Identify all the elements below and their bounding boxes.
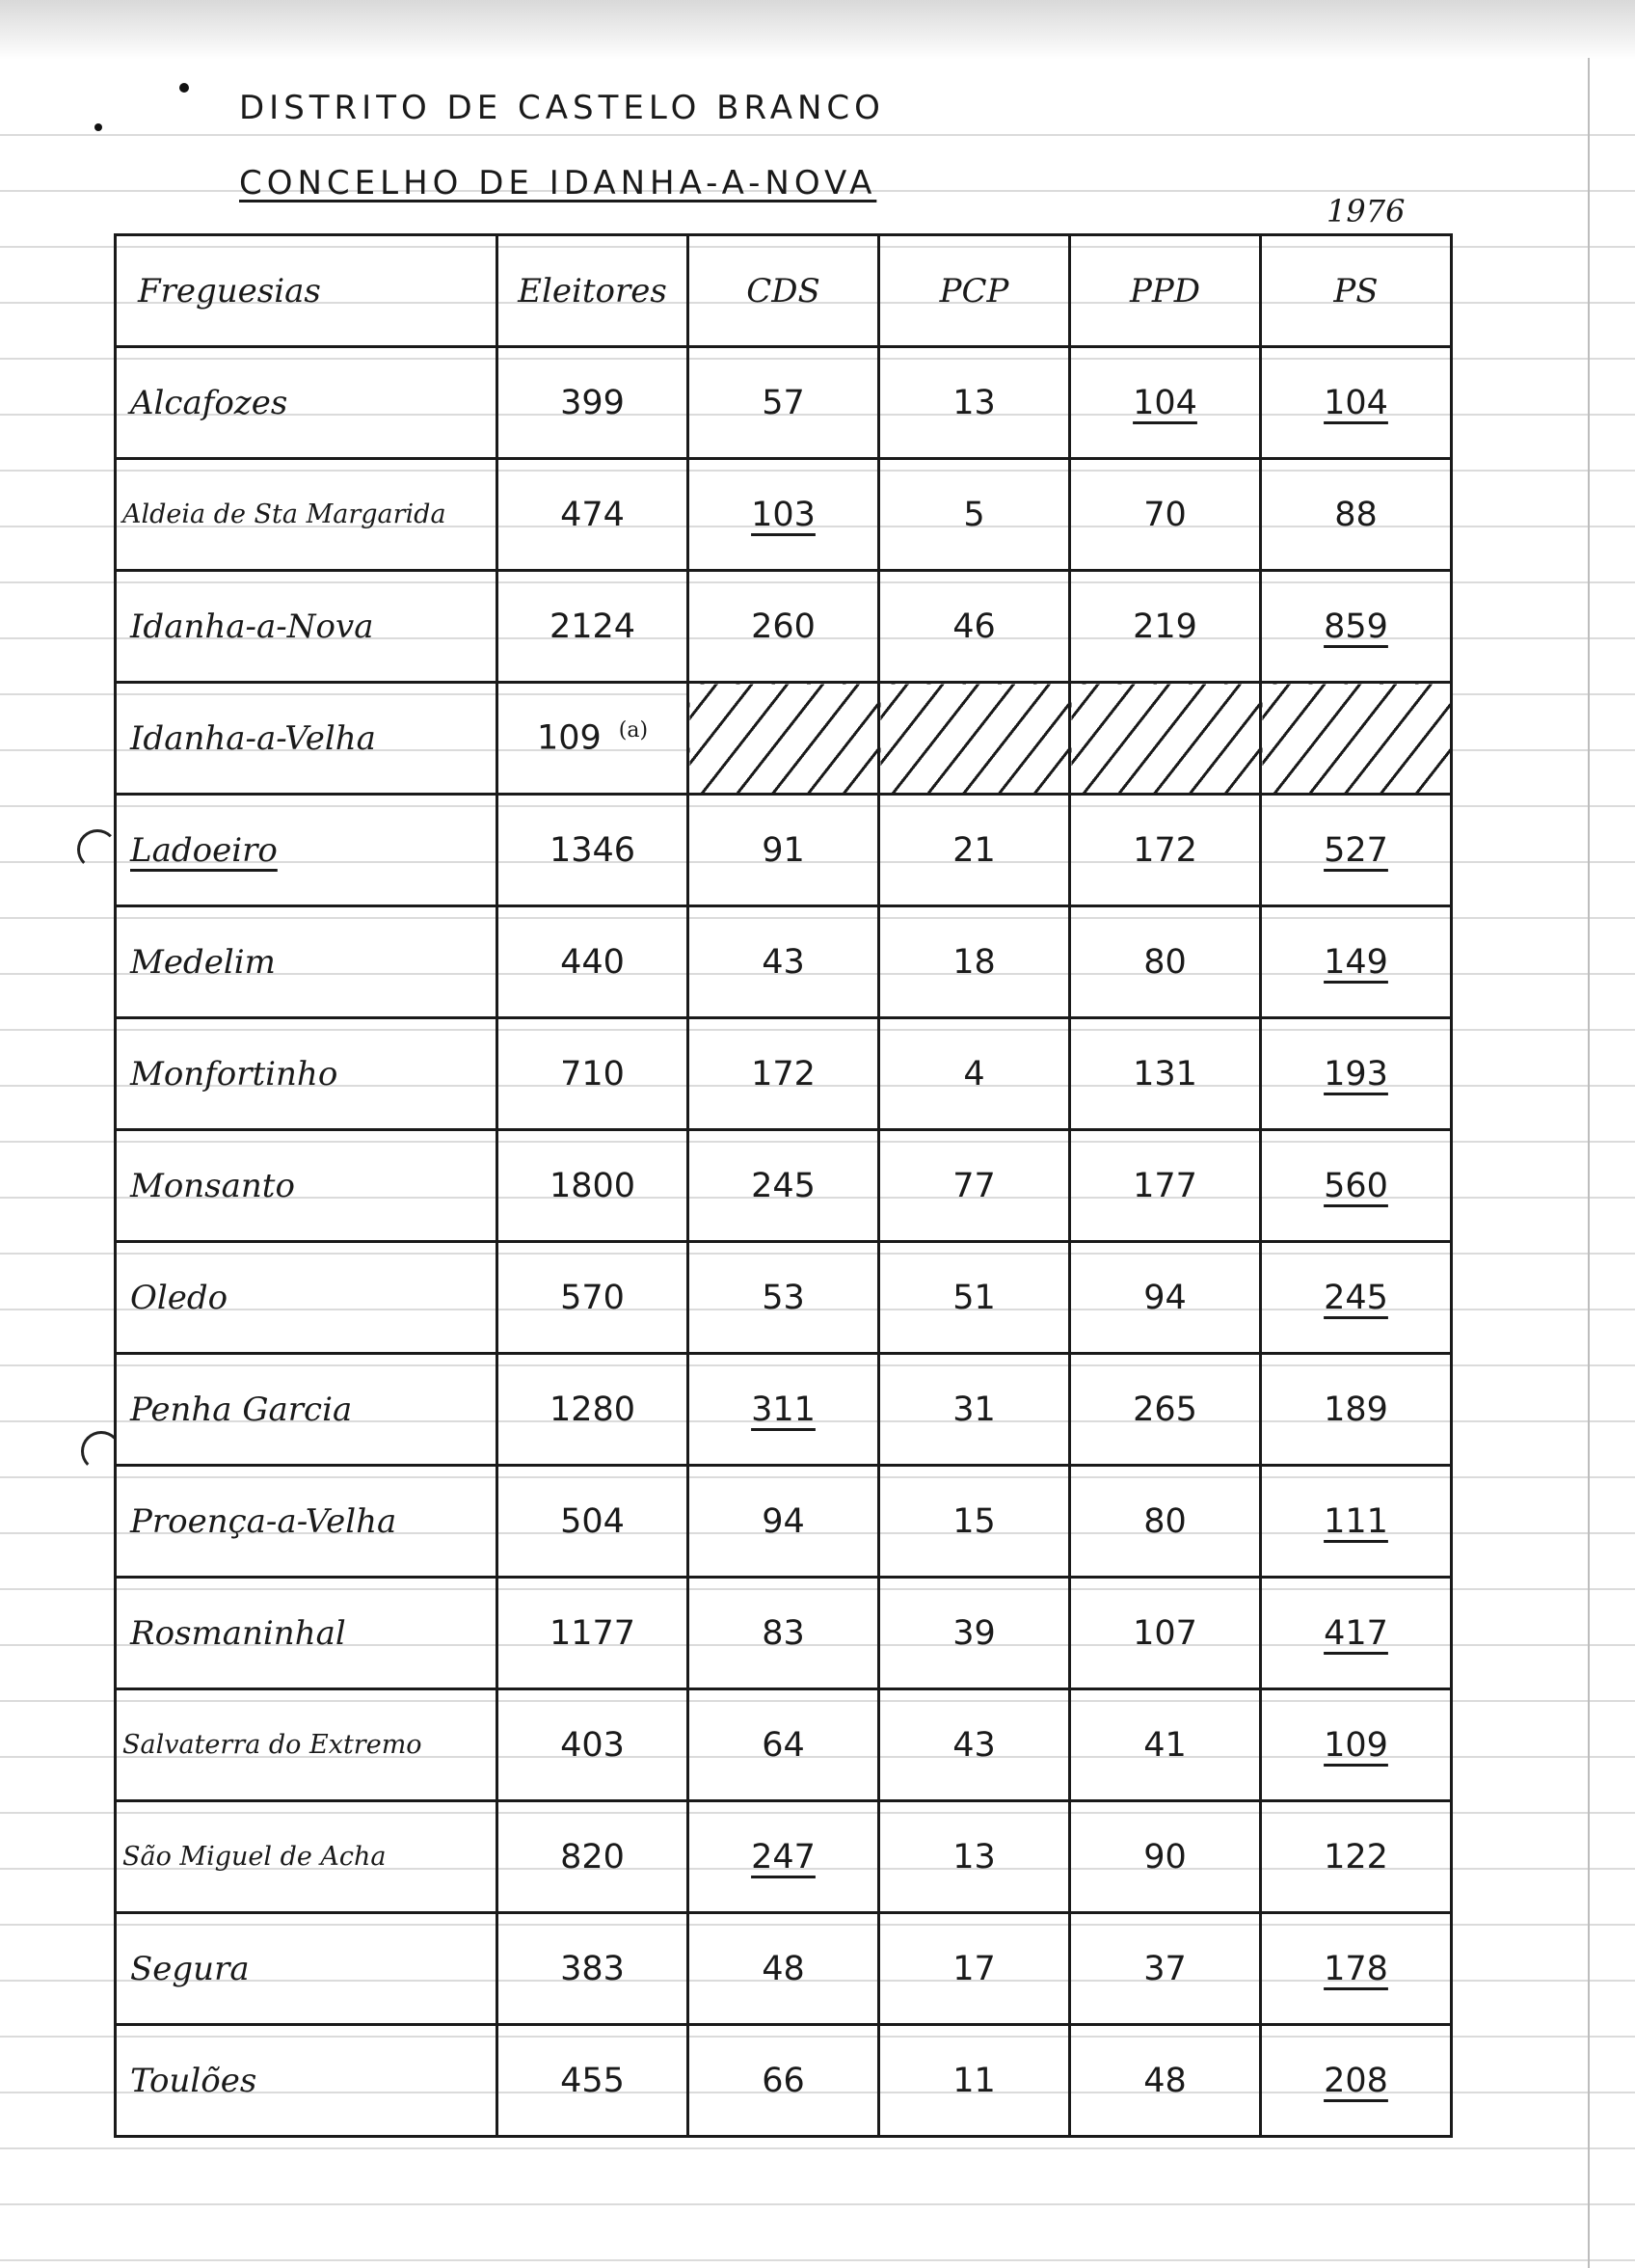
parish-name: Aldeia de Sta Margarida — [116, 459, 497, 571]
pcp-cell: 13 — [879, 347, 1070, 459]
table-row — [116, 906, 1452, 1018]
cds-cell: 83 — [688, 1578, 879, 1689]
parish-name: Alcafozes — [116, 347, 497, 459]
ppd-cell: 94 — [1070, 1242, 1261, 1354]
ppd-cell — [1070, 347, 1261, 459]
cds-value: 103 — [751, 495, 816, 534]
ps-value: 109 — [1324, 1725, 1388, 1765]
cds-cell: 94 — [688, 1466, 879, 1578]
ppd-cell: 41 — [1070, 1689, 1261, 1801]
ps-value: 560 — [1324, 1166, 1388, 1205]
ps-value: 859 — [1324, 607, 1388, 646]
pcp-cell: 5 — [879, 459, 1070, 571]
ps-cell — [1261, 795, 1452, 906]
table-row — [116, 1130, 1452, 1242]
ps-cell: 88 — [1261, 459, 1452, 571]
voters-cell — [497, 683, 688, 795]
election-results-table — [114, 233, 1453, 2138]
pcp-cell: 11 — [879, 2025, 1070, 2137]
parish-name: Rosmaninhal — [116, 1578, 497, 1689]
ps-cell — [1261, 1913, 1452, 2025]
ps-cell: 189 — [1261, 1354, 1452, 1466]
ps-value: 193 — [1324, 1054, 1388, 1094]
year-label: 1976 — [1327, 193, 1406, 230]
cds-cell: 66 — [688, 2025, 879, 2137]
ps-cell — [1261, 906, 1452, 1018]
voters-cell: 440 — [497, 906, 688, 1018]
ps-value: 111 — [1324, 1501, 1388, 1541]
header-freguesias: Freguesias — [116, 235, 497, 347]
header-eleitores: Eleitores — [497, 235, 688, 347]
parish-name: Toulões — [116, 2025, 497, 2137]
parish-name: Medelim — [116, 906, 497, 1018]
parish-name: São Miguel de Acha — [116, 1801, 497, 1913]
voters-cell: 2124 — [497, 571, 688, 683]
table-row — [116, 571, 1452, 683]
header-cds: CDS — [688, 235, 879, 347]
ppd-cell: 219 — [1070, 571, 1261, 683]
cds-cell: 172 — [688, 1018, 879, 1130]
ppd-cell: 107 — [1070, 1578, 1261, 1689]
voters-cell: 1800 — [497, 1130, 688, 1242]
ps-value: 527 — [1324, 830, 1388, 870]
header-ps: PS — [1261, 235, 1452, 347]
cds-cell: 245 — [688, 1130, 879, 1242]
table-row — [116, 1913, 1452, 2025]
ps-cell — [1261, 1130, 1452, 1242]
ps-value: 245 — [1324, 1278, 1388, 1317]
council-title: CONCELHO DE IDANHA-A-NOVA — [239, 164, 877, 202]
voters-cell: 504 — [497, 1466, 688, 1578]
table-row — [116, 1018, 1452, 1130]
parish-name: Monfortinho — [116, 1018, 497, 1130]
pcp-cell: 17 — [879, 1913, 1070, 2025]
voters-cell: 455 — [497, 2025, 688, 2137]
pcp-cell: 15 — [879, 1466, 1070, 1578]
pcp-cell: 21 — [879, 795, 1070, 906]
cds-cell: 57 — [688, 347, 879, 459]
table-row — [116, 1578, 1452, 1689]
table-row — [116, 347, 1452, 459]
voters-cell: 403 — [497, 1689, 688, 1801]
cds-cell — [688, 1354, 879, 1466]
parish-name: Oledo — [116, 1242, 497, 1354]
page-top-edge — [0, 0, 1635, 60]
ppd-cell: 172 — [1070, 795, 1261, 906]
table-row — [116, 2025, 1452, 2137]
ps-cell — [1261, 1578, 1452, 1689]
ppd-cell: 70 — [1070, 459, 1261, 571]
parish-name: Penha Garcia — [116, 1354, 497, 1466]
cds-cell — [688, 1801, 879, 1913]
ppd-cell: 90 — [1070, 1801, 1261, 1913]
ps-cell — [1261, 1242, 1452, 1354]
hatched-cell — [1261, 683, 1452, 795]
table-row — [116, 1242, 1452, 1354]
cds-value: 247 — [751, 1837, 816, 1876]
voters-cell: 1346 — [497, 795, 688, 906]
cds-value: 311 — [751, 1390, 816, 1429]
ps-value: 208 — [1324, 2061, 1388, 2100]
punch-hole-mark — [77, 829, 118, 870]
pcp-cell: 18 — [879, 906, 1070, 1018]
parish-name: Idanha-a-Nova — [116, 571, 497, 683]
ps-cell — [1261, 1689, 1452, 1801]
ppd-cell: 80 — [1070, 906, 1261, 1018]
hatched-cell — [688, 683, 879, 795]
ps-value: 417 — [1324, 1613, 1388, 1653]
hatched-cell — [1070, 683, 1261, 795]
cut-off-row-edge — [114, 2242, 1452, 2268]
hatched-cell — [879, 683, 1070, 795]
parish-name: Idanha-a-Velha — [116, 683, 497, 795]
header-ppd: PPD — [1070, 235, 1261, 347]
pcp-cell: 46 — [879, 571, 1070, 683]
voters-cell: 474 — [497, 459, 688, 571]
ink-dot — [179, 83, 189, 93]
parish-name: Proença-a-Velha — [116, 1466, 497, 1578]
ppd-cell: 37 — [1070, 1913, 1261, 2025]
table-row — [116, 1354, 1452, 1466]
cds-cell: 64 — [688, 1689, 879, 1801]
ink-dot — [94, 123, 102, 131]
voters-cell: 383 — [497, 1913, 688, 2025]
ps-cell: 122 — [1261, 1801, 1452, 1913]
pcp-cell: 4 — [879, 1018, 1070, 1130]
table-row — [116, 1689, 1452, 1801]
parish-name-text: Ladoeiro — [130, 830, 278, 870]
ps-value: 149 — [1324, 942, 1388, 982]
footnote-marker: (a) — [618, 718, 649, 743]
ps-value: 104 — [1324, 383, 1388, 422]
ppd-cell: 265 — [1070, 1354, 1261, 1466]
voters-cell: 399 — [497, 347, 688, 459]
table-row — [116, 795, 1452, 906]
table-row — [116, 1466, 1452, 1578]
pcp-cell: 31 — [879, 1354, 1070, 1466]
table-row — [116, 1801, 1452, 1913]
ppd-cell: 80 — [1070, 1466, 1261, 1578]
header-row — [116, 235, 1452, 347]
district-title: DISTRITO DE CASTELO BRANCO — [239, 89, 885, 127]
pcp-cell: 13 — [879, 1801, 1070, 1913]
cds-cell: 91 — [688, 795, 879, 906]
ps-cell — [1261, 1018, 1452, 1130]
voters-cell: 1280 — [497, 1354, 688, 1466]
cds-cell: 260 — [688, 571, 879, 683]
parish-name: Salvaterra do Extremo — [116, 1689, 497, 1801]
pcp-cell: 39 — [879, 1578, 1070, 1689]
parish-name: Segura — [116, 1913, 497, 2025]
parish-name: Monsanto — [116, 1130, 497, 1242]
voters-cell: 710 — [497, 1018, 688, 1130]
ps-cell — [1261, 347, 1452, 459]
pcp-cell: 51 — [879, 1242, 1070, 1354]
ps-cell — [1261, 571, 1452, 683]
ppd-cell: 177 — [1070, 1130, 1261, 1242]
header-pcp: PCP — [879, 235, 1070, 347]
pcp-cell: 77 — [879, 1130, 1070, 1242]
ppd-cell: 131 — [1070, 1018, 1261, 1130]
voters-cell: 820 — [497, 1801, 688, 1913]
cds-cell: 43 — [688, 906, 879, 1018]
ps-cell — [1261, 1466, 1452, 1578]
cds-cell: 48 — [688, 1913, 879, 2025]
parish-name — [116, 795, 497, 906]
ppd-value: 104 — [1133, 383, 1197, 422]
table-row — [116, 459, 1452, 571]
voters-value: 109 — [536, 718, 602, 758]
ps-cell — [1261, 2025, 1452, 2137]
ppd-cell: 48 — [1070, 2025, 1261, 2137]
table-row — [116, 683, 1452, 795]
cds-cell: 53 — [688, 1242, 879, 1354]
voters-cell: 1177 — [497, 1578, 688, 1689]
voters-cell: 570 — [497, 1242, 688, 1354]
pcp-cell: 43 — [879, 1689, 1070, 1801]
cds-cell — [688, 459, 879, 571]
ps-value: 178 — [1324, 1949, 1388, 1988]
